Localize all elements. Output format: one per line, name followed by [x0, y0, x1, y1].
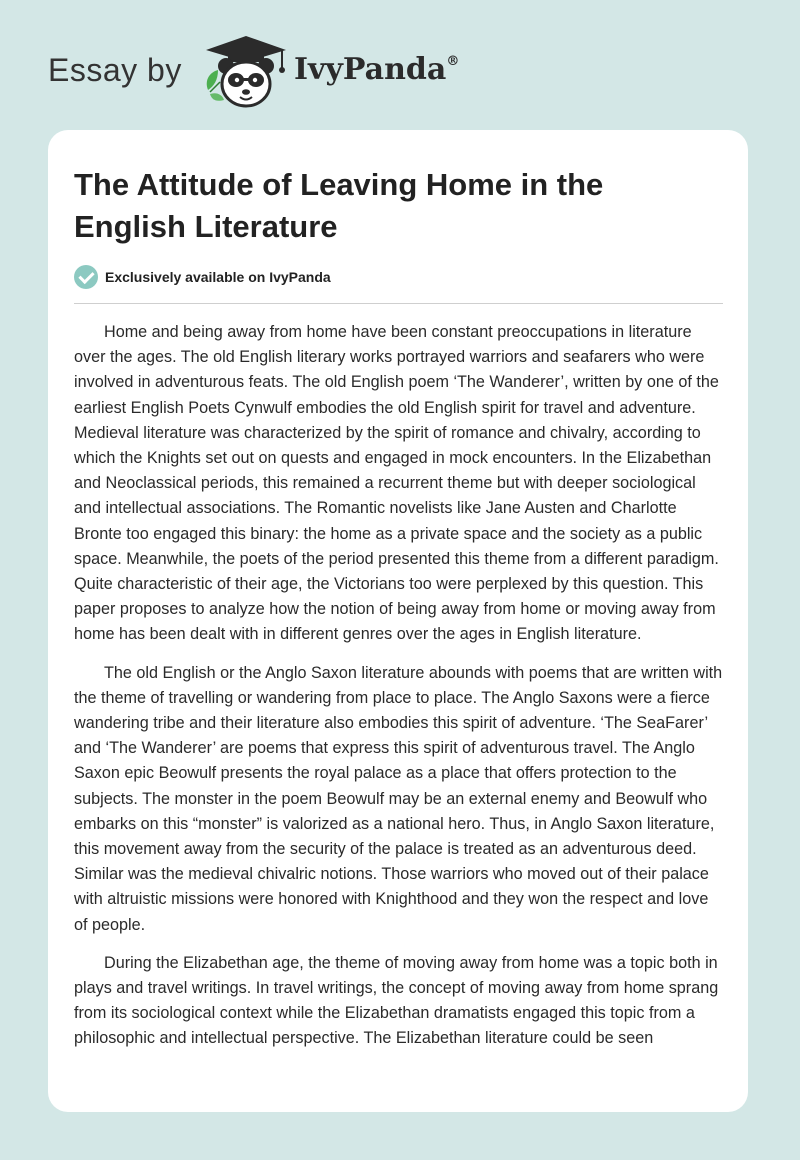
paragraph: During the Elizabethan age, the theme of moving away from home was a topic both in plays and travel writings. In travel writings, the concept of moving away from home sprang from its sociological context while the Elizabethan dramatists engaged this topic from a philosophic and intellectual perspective. The Elizabethan literature could be seen [74, 953, 719, 1048]
divider [74, 303, 723, 304]
brand-name-text: IvyPanda [294, 52, 447, 87]
site-header [0, 0, 800, 130]
badge-label: Exclusively available on IvyPanda [105, 269, 331, 285]
brand-name[interactable] [294, 52, 459, 87]
essay-body [74, 320, 724, 1065]
essay-title: The Attitude of Leaving Home in the English Literature [74, 167, 604, 244]
check-circle-icon [74, 265, 98, 289]
registered-mark: ® [446, 54, 460, 69]
brand-prefix: Essay by [48, 52, 182, 88]
exclusive-badge [74, 264, 331, 290]
paragraph: The old English or the Anglo Saxon literature abounds with poems that are written with the theme of travelling or wandering from place to place. The Anglo Saxons were a fierce wandering tribe and their literature also embodies this spirit of adventure. ‘The SeaFarer’ and ‘The Wanderer’ are poems that express this spirit of adventurous travel. The Anglo Saxon epic Beowulf presents the royal palace as a place that offers protection to the subjects. The monster in the poem Beowulf may be an external enemy and Beowulf who embarks on this “monster” is valorized as a national hero. Thus, in Anglo Saxon literature, this movement away from the security of the palace is treated as an adventurous deed. Similar was the medieval chivalric notions. Those warriors who moved out of their palace with altruistic missions were honored with Knighthood and they won the respect and love of people. [74, 663, 723, 934]
paragraph: Home and being away from home have been constant preoccupations in literature over the ages. The old English literary works portrayed warriors and seafarers who were involved in adventurous feats. The old English poem ‘The Wanderer’, written by one of the earliest English Poets Cynwulf embodies the old English spirit for travel and adventure. Medieval literature was characterized by the spirit of romance and chivalry, according to which the Knights set out on quests and engaged in mock encounters. In the Elizabethan and Neoclassical periods, this remained a recurrent theme but with deeper sociological and intellectual associations. The Romantic novelists like Jane Austen and Charlotte Bronte too engaged this binary: the home as a private space and the society as a public space. Meanwhile, the poets of the period presented this theme from a different paradigm. Quite characteristic of their age, the Victorians too were perplexed by this question. This paper proposes to analyze how the notion of being away from home or moving away from home has been dealt with in different genres over the ages in English literature. [74, 323, 719, 644]
panda-graduate-icon[interactable] [200, 34, 292, 110]
essay-card [48, 130, 748, 1112]
